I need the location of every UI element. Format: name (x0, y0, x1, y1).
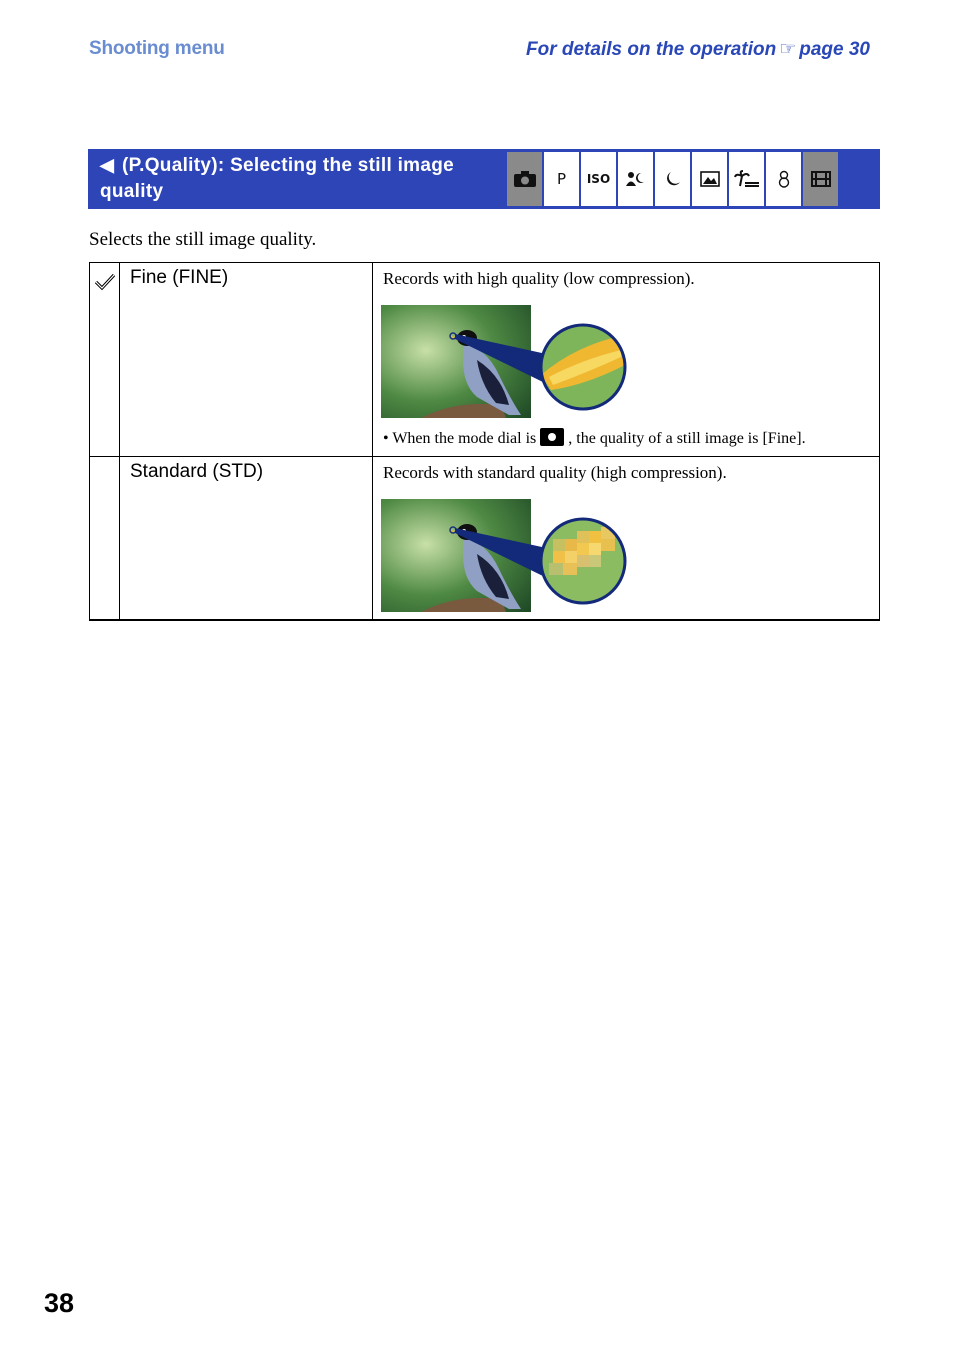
movie-icon (803, 152, 838, 206)
option-label: Standard (STD) (130, 461, 264, 482)
option-description: Records with standard quality (high compression). (383, 463, 727, 482)
default-cell (90, 263, 120, 457)
section-title: Shooting menu (89, 38, 225, 59)
picture-quality-icon: ◀ (100, 155, 115, 175)
option-label-cell (120, 457, 373, 620)
option-description: Records with high quality (low compression). (383, 269, 695, 288)
twilight-icon (655, 152, 690, 206)
title-bar (88, 149, 880, 209)
option-description-cell (373, 263, 880, 457)
program-icon: P (544, 152, 579, 206)
landscape-icon (692, 152, 727, 206)
snow-icon (766, 152, 801, 206)
mode-icons (507, 152, 838, 206)
page-number: 38 (44, 1288, 75, 1318)
details-page: page 30 (799, 39, 870, 60)
title-line1: (P.Quality): Selecting the still image (122, 155, 455, 176)
table-row (90, 457, 880, 620)
fine-sample-image (381, 305, 631, 420)
note-suffix: , the quality of a still image is [Fine]. (568, 430, 806, 447)
fine-note (373, 420, 879, 456)
title-line2: quality (100, 181, 164, 202)
details-reference (526, 38, 870, 61)
note-prefix: • When the mode dial is (383, 430, 537, 447)
standard-sample-image (381, 499, 631, 614)
title-text (100, 152, 500, 205)
option-description-cell (373, 457, 880, 620)
pointing-hand-icon: ☞ (779, 39, 797, 60)
quality-table (89, 262, 880, 621)
option-label-cell (120, 263, 373, 457)
beach-icon (729, 152, 764, 206)
high-sensitivity-icon: ISO (581, 152, 616, 206)
camera-mode-icon (540, 428, 564, 446)
default-cell (90, 457, 120, 620)
intro-text: Selects the still image quality. (89, 229, 317, 250)
auto-camera-icon (507, 152, 542, 206)
twilight-portrait-icon (618, 152, 653, 206)
table-row (90, 263, 880, 457)
details-prefix: For details on the operation (526, 39, 777, 60)
option-label: Fine (FINE) (130, 267, 229, 288)
default-check-icon (90, 263, 119, 295)
